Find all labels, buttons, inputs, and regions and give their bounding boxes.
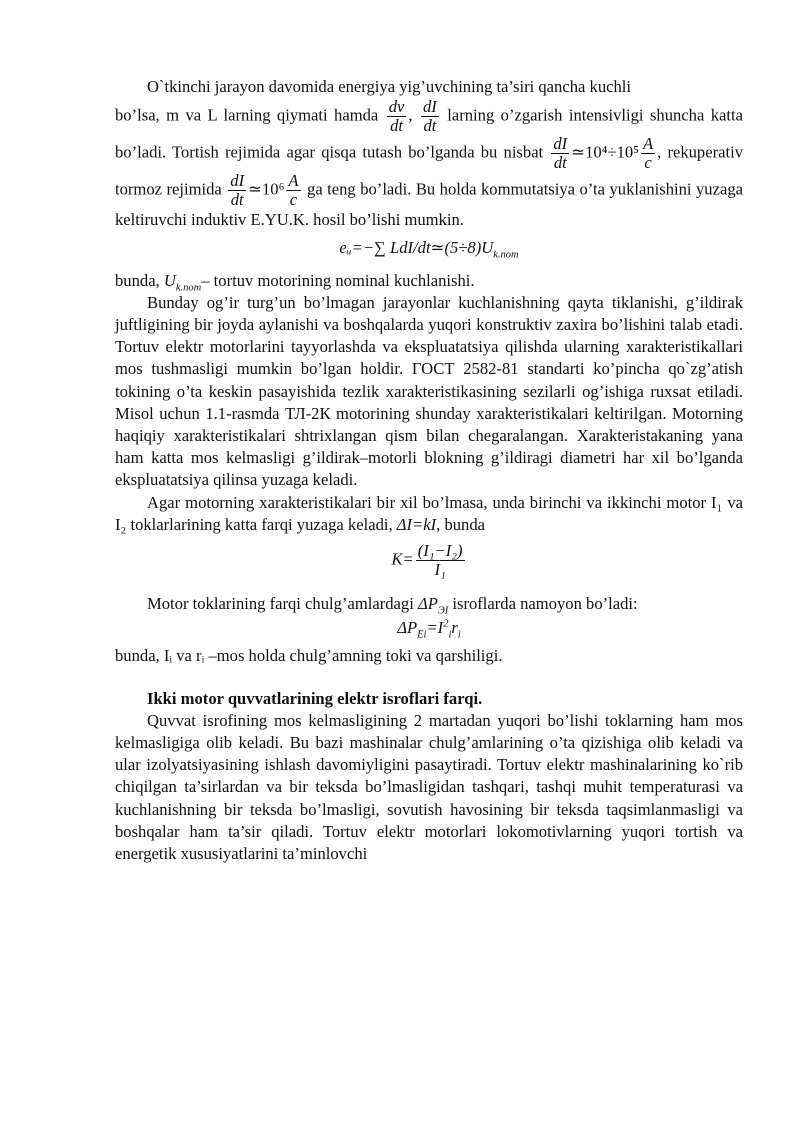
equation-k	[115, 542, 743, 579]
paragraph-1-post: larning o’zgarish intensivligi shuncha katta bo’ladi. Tortish rejimida agar qisqa tutash bo’lganda bu nisbat	[115, 105, 743, 162]
equation-emf-subscript: k.nom	[493, 249, 519, 261]
equation-loss-delta-p: ΔP	[397, 618, 418, 638]
unit-numerator: A	[642, 134, 654, 154]
comma: ,	[408, 105, 413, 125]
symbol-delta-p: ΔP	[417, 594, 438, 614]
formula-traction-range: ≃10⁴÷10⁵	[571, 142, 639, 162]
formula-recuperative-unit	[286, 172, 300, 209]
fraction-numerator: dI	[553, 134, 568, 154]
unit-denominator: c	[289, 190, 298, 210]
formula-recuperative-num	[228, 172, 246, 209]
equation-loss-current-sub: i	[448, 629, 452, 641]
paragraph-7: Quvvat isrofining mos kelmasligining 2 martadan yuqori bo’lishi toklarning ham mos kelmasligiga olib keladi. Bu bazi mashinalar chulg’amlarining o’ta qizishiga olib keladi va ular izolyatsiyasining ishlash davomiyligini pasaytiradi. Tortuv elektr mashinalarining ko`rib chiqilgan ta’sirlardan va bir teksda bo’lmasligidan tashqari, tashqi muhit temperaturasi va kuchlanishning bir teksda bo’lmasligi, sovutish havosining bir teksda taqsimlanmasligi va boshqalar ham ta’sir qiladi. Tortuv elektr motorlari lokomotivlarning yuqori tortish va energetik xususiyatlarini ta’minlovchi	[115, 710, 743, 864]
paragraph-5-post: isroflarda namoyon bo’ladi:	[452, 594, 638, 614]
fraction-denominator: I₁	[434, 560, 446, 580]
paragraph-3: Bunday og’ir turg’un bo’lmagan jarayonlar kuchlanishning qayta tiklanishi, g’ildirak juftligining bir joyda aylanishi va boshqalarda yuqori konstruktiv zaxira bo’lishini talab etadi. Tortuv elektr motorlarini tayyorlashda va ekspluatatsiya qilishda ularning xarakteristikallari mos tushmasligi mumkin bo’lgan holdir. ГОСТ 2582-81 standarti ko’pincha qo`zg’atish tokining o’ta keskin pasayishida tezlik xarakteristikasining sezilarli og’ishiga ruxsat etiladi. Misol uchun 1.1-rasmda ТЛ-2К motorining shunday xarakteristikalari keltirilgan. Motorning haqiqiy xarakteristikalari shtrixlangan qism bilan chegaralangan. Xarakteristakaning yana ham katta mos kelmasligi g’ildirak–motorli blokning g’ildiragi diametri har xil bo’lganda ekspluatatsiya qilinsa yuzaga keladi.	[115, 292, 743, 490]
symbol-u: U	[163, 270, 176, 290]
paragraph-2	[115, 270, 743, 292]
fraction-denominator: dt	[230, 190, 244, 210]
equation-loss-resistance: r	[451, 618, 458, 638]
symbol-delta-p-subscript: ЭI	[437, 605, 449, 617]
paragraph-4	[115, 492, 743, 536]
section-heading: Ikki motor quvvatlarining elektr isroflari farqi.	[147, 688, 483, 708]
fraction-numerator: (I₁−I₂)	[417, 541, 463, 561]
unit-denominator: c	[644, 153, 652, 173]
equation-emf-main: eᵤ=−∑ LdI/dt≃(5÷8)U	[339, 238, 494, 258]
formula-traction-num	[551, 135, 569, 172]
fraction-denominator: dt	[390, 116, 404, 136]
formula-delta-i: ΔI=kI	[396, 514, 437, 534]
paragraph-1-end: ga teng bo’ladi. Bu holda kommutatsiya o’ta yuklanishini yuzaga keltiruvchi induktiv E.YU.K. hosil bo’lishi mumkin.	[115, 179, 743, 230]
paragraph-6: bunda, Iᵢ va rᵢ –mos holda chulg’amning toki va qarshiligi.	[115, 646, 503, 666]
paragraph-1	[115, 98, 743, 231]
unit-numerator: A	[288, 171, 299, 191]
paragraph-4-end: , bunda	[436, 514, 485, 534]
formula-traction-unit	[641, 135, 655, 172]
fraction-numerator: dI	[230, 171, 245, 191]
document-page	[115, 76, 743, 865]
paragraph-2-post: – tortuv motorining nominal kuchlanishi.	[201, 270, 475, 290]
fraction-di-dt	[421, 98, 439, 135]
equation-loss-sub: Ei	[417, 629, 427, 641]
paragraph-4-text: Agar motorning xarakteristikalari bir xil bo’lmasa, unda birinchi va ikkinchi motor I₁ va I₂ toklarlarining katta farqi yuzaga keladi,	[115, 492, 743, 534]
equation-loss-current: =I	[426, 618, 444, 638]
paragraph-5-pre: Motor toklarining farqi chulg’amlardagi	[147, 594, 414, 614]
equation-loss-resistance-sub: i	[457, 629, 461, 641]
paragraph-1-line: O`tkinchi jarayon davomida energiya yig’uvchining ta’siri qancha kuchli	[147, 77, 631, 96]
paragraph-1-pre: bo’lsa, m va L larning qiymati hamda	[115, 105, 379, 125]
symbol-u-subscript: k.nom	[175, 281, 202, 293]
fraction-numerator: dI	[422, 97, 437, 117]
fraction-dv-dt	[387, 98, 407, 135]
fraction-numerator: dv	[388, 97, 405, 117]
equation-k-lhs: K=	[391, 549, 414, 569]
equation-loss-square: 2	[443, 618, 449, 630]
equation-k-fraction	[416, 542, 465, 579]
fraction-denominator: dt	[423, 116, 437, 136]
paragraph-5	[115, 593, 743, 615]
fraction-denominator: dt	[553, 153, 567, 173]
equation-emf	[115, 237, 743, 259]
equation-loss	[115, 617, 743, 639]
formula-recuperative-range: ≃10⁶	[248, 179, 285, 199]
paragraph-2-pre: bunda,	[115, 270, 160, 290]
paragraph-1-mid: , rekuperativ tormoz rejimida	[115, 142, 743, 199]
